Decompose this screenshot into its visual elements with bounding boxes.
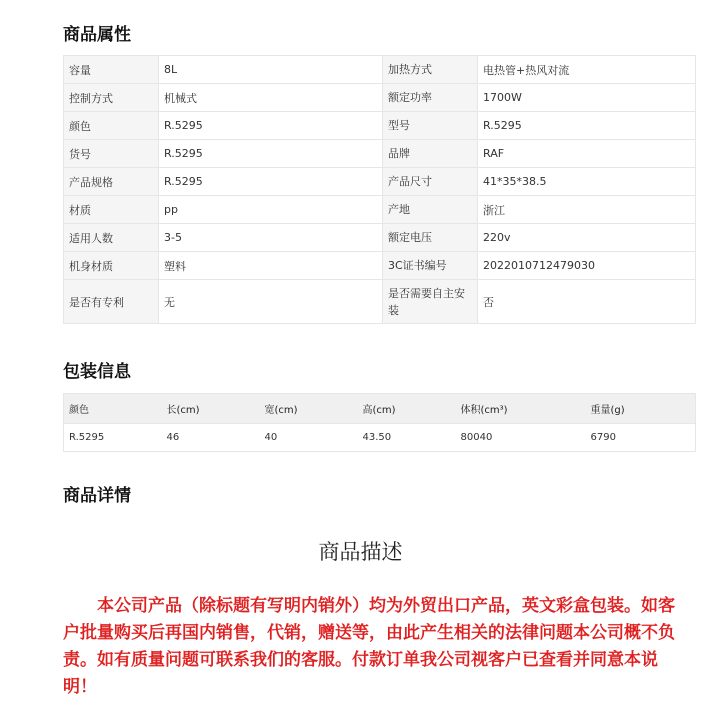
attribute-key: 容量 xyxy=(64,56,159,84)
attribute-row xyxy=(64,224,696,252)
attribute-value: R.5295 xyxy=(159,168,383,196)
description-heading: 商品描述 xyxy=(318,540,403,564)
attribute-key: 加热方式 xyxy=(383,56,478,84)
attribute-value: R.5295 xyxy=(159,140,383,168)
attribute-value: 电热管+热风对流 xyxy=(478,56,696,84)
column-header: 宽(cm) xyxy=(260,394,358,424)
packaging-section-title: 包装信息 xyxy=(63,362,131,382)
table-cell: 80040 xyxy=(456,424,586,452)
table-cell: 43.50 xyxy=(358,424,456,452)
attribute-key: 品牌 xyxy=(383,140,478,168)
attribute-row xyxy=(64,84,696,112)
table-cell: 46 xyxy=(162,424,260,452)
table-cell: 40 xyxy=(260,424,358,452)
attribute-value: R.5295 xyxy=(159,112,383,140)
attribute-key: 产地 xyxy=(383,196,478,224)
attribute-key: 颜色 xyxy=(64,112,159,140)
attribute-value: 浙江 xyxy=(478,196,696,224)
attribute-key: 控制方式 xyxy=(64,84,159,112)
attribute-value: 否 xyxy=(478,280,696,324)
table-cell: 6790 xyxy=(586,424,696,452)
attribute-key: 货号 xyxy=(64,140,159,168)
attribute-key: 产品规格 xyxy=(64,168,159,196)
attributes-table xyxy=(63,55,696,324)
attribute-value: 2022010712479030 xyxy=(478,252,696,280)
attribute-key: 材质 xyxy=(64,196,159,224)
attribute-key: 是否有专利 xyxy=(64,280,159,324)
table-cell: R.5295 xyxy=(64,424,162,452)
attribute-value: 无 xyxy=(159,280,383,324)
column-header: 长(cm) xyxy=(162,394,260,424)
attribute-row xyxy=(64,252,696,280)
details-section-title: 商品详情 xyxy=(63,486,131,506)
attribute-value: RAF xyxy=(478,140,696,168)
attribute-row xyxy=(64,112,696,140)
column-header: 高(cm) xyxy=(358,394,456,424)
packaging-table xyxy=(63,393,696,452)
attribute-key: 3C证书编号 xyxy=(383,252,478,280)
attribute-value: 220v xyxy=(478,224,696,252)
column-header: 重量(g) xyxy=(586,394,696,424)
attribute-value: 机械式 xyxy=(159,84,383,112)
attribute-value: 8L xyxy=(159,56,383,84)
attribute-value: 41*35*38.5 xyxy=(478,168,696,196)
attribute-value: 3-5 xyxy=(159,224,383,252)
attribute-value: pp xyxy=(159,196,383,224)
attribute-key: 适用人数 xyxy=(64,224,159,252)
attribute-key: 额定功率 xyxy=(383,84,478,112)
attribute-value: 1700W xyxy=(478,84,696,112)
attribute-value: 塑料 xyxy=(159,252,383,280)
description-body: 本公司产品（除标题有写明内销外）均为外贸出口产品，英文彩盒包装。如客户批量购买后再国内销售，代销，赠送等，由此产生相关的法律问题本公司概不负责。如有质量问题可联系我们的客服。付款订单我公司视客户已查看并同意本说明！ xyxy=(63,596,675,697)
attribute-key: 机身材质 xyxy=(64,252,159,280)
attribute-row xyxy=(64,140,696,168)
attributes-section-title: 商品属性 xyxy=(63,25,131,45)
column-header: 颜色 xyxy=(64,394,162,424)
attribute-key: 产品尺寸 xyxy=(383,168,478,196)
attribute-row xyxy=(64,168,696,196)
attribute-key: 是否需要自主安装 xyxy=(383,280,478,324)
attribute-row xyxy=(64,196,696,224)
column-header: 体积(cm³) xyxy=(456,394,586,424)
attribute-value: R.5295 xyxy=(478,112,696,140)
table-row xyxy=(64,424,696,452)
attribute-key: 型号 xyxy=(383,112,478,140)
attribute-row xyxy=(64,56,696,84)
attribute-row xyxy=(64,280,696,324)
packaging-header-row xyxy=(64,394,696,424)
attribute-key: 额定电压 xyxy=(383,224,478,252)
